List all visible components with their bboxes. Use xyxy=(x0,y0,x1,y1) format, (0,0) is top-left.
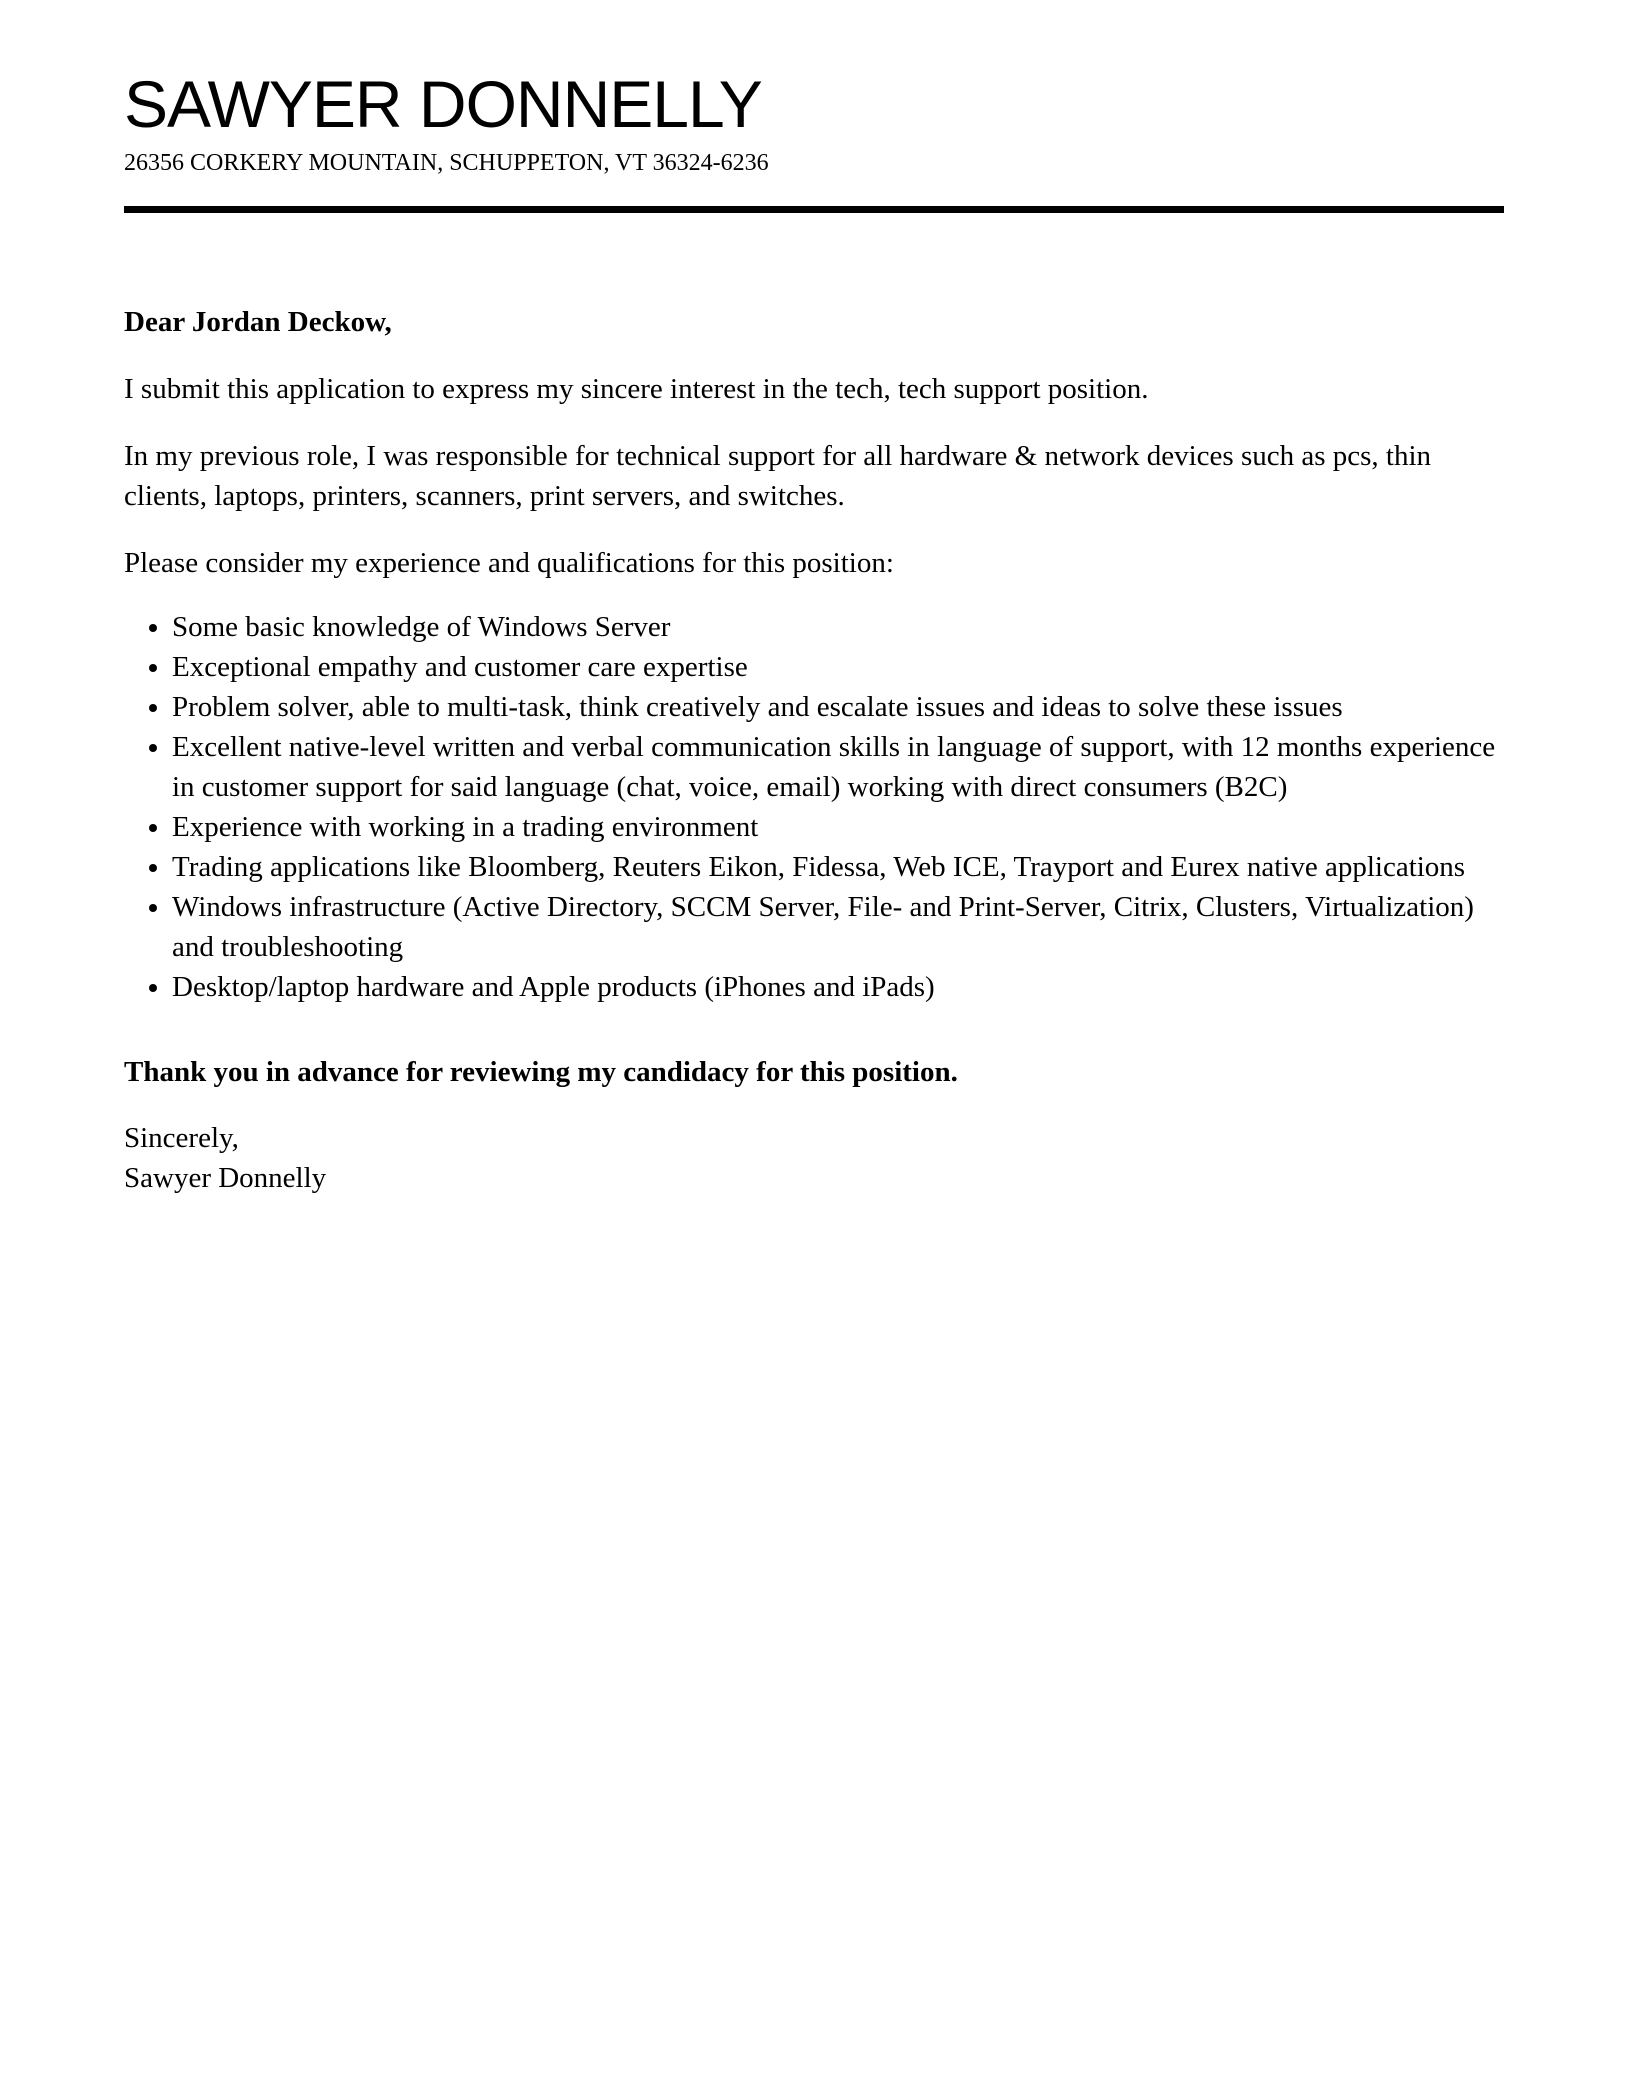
list-item: • Problem solver, able to multi-task, think creatively and escalate issues and ideas to solve these issues xyxy=(172,687,1504,727)
list-item: • Exceptional empathy and customer care expertise xyxy=(172,647,1504,687)
applicant-name: SAWYER DONNELLY xyxy=(124,67,762,141)
signature: Sawyer Donnelly xyxy=(124,1162,327,1194)
closing-statement: Thank you in advance for reviewing my candidacy for this position. xyxy=(124,1056,958,1088)
qualifications-intro: Please consider my experience and qualifications for this position: xyxy=(124,547,894,579)
list-item: • Desktop/laptop hardware and Apple products (iPhones and iPads) xyxy=(172,967,1504,1007)
list-item: • Trading applications like Bloomberg, Reuters Eikon, Fidessa, Web ICE, Trayport and Eurex native applications xyxy=(172,847,1504,887)
qualifications-list xyxy=(124,607,1504,1007)
letter-body xyxy=(124,302,1504,1198)
greeting: Dear Jordan Deckow, xyxy=(124,306,392,338)
experience-paragraph: In my previous role, I was responsible for technical support for all hardware & network devices such as pcs, thin clients, laptops, printers, scanners, print servers, and switches. xyxy=(124,440,1432,512)
intro-paragraph: I submit this application to express my sincere interest in the tech, tech support position. xyxy=(124,373,1149,405)
list-item: • Windows infrastructure (Active Directory, SCCM Server, File- and Print-Server, Citrix, Clusters, Virtualization) and troubleshooting xyxy=(172,887,1504,967)
list-item: • Excellent native-level written and verbal communication skills in language of support, with 12 months experience in customer support for said language (chat, voice, email) working with direct consumers (B2C) xyxy=(172,727,1504,807)
list-item: • Some basic knowledge of Windows Server xyxy=(172,607,1504,647)
list-item: • Experience with working in a trading environment xyxy=(172,807,1504,847)
applicant-address: 26356 CORKERY MOUNTAIN, SCHUPPETON, VT 36324-6236 xyxy=(124,150,769,176)
header-divider xyxy=(124,206,1504,213)
sign-off: Sincerely, xyxy=(124,1122,239,1154)
